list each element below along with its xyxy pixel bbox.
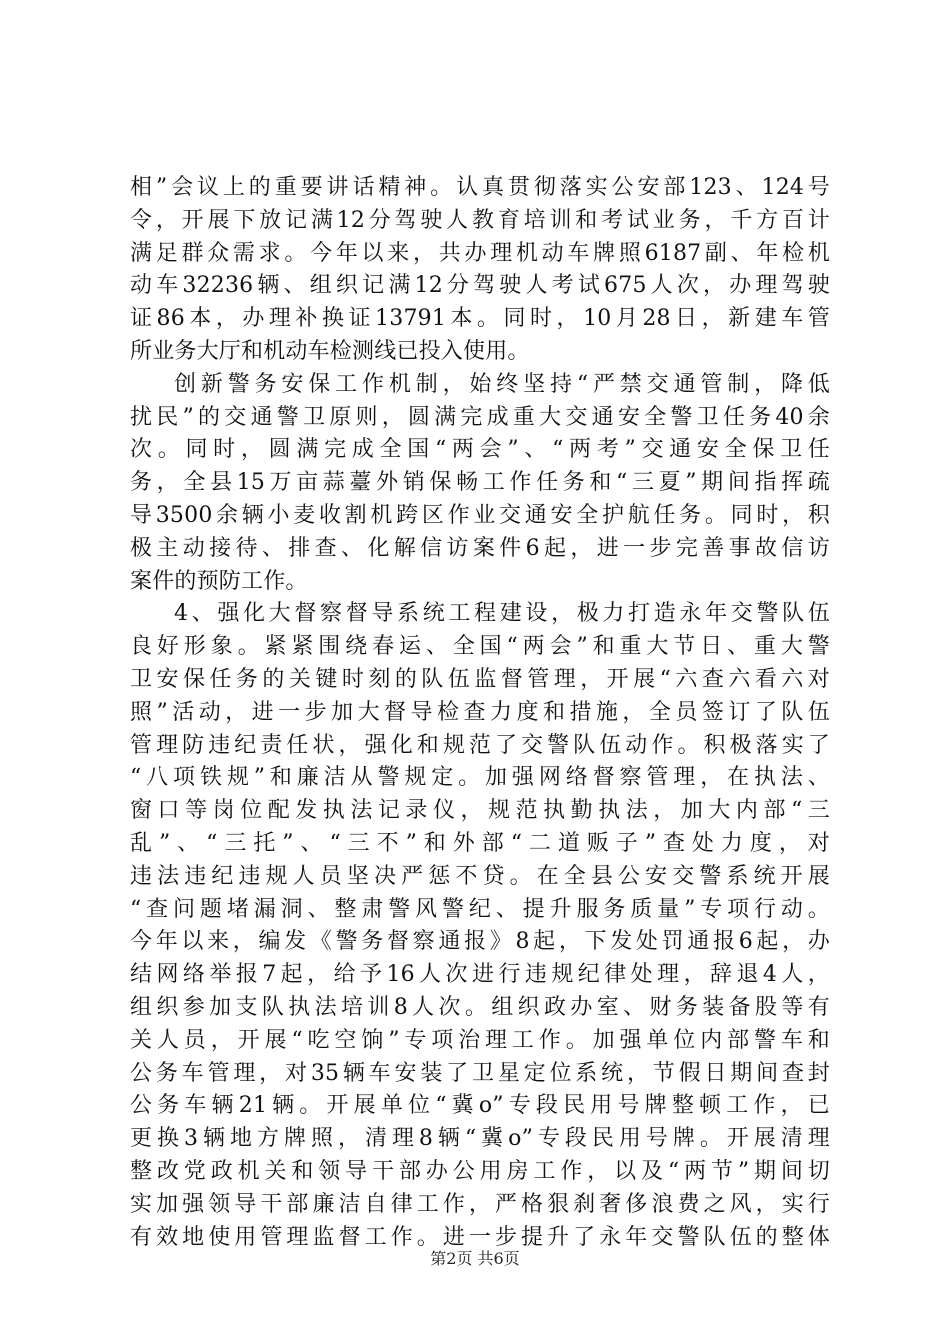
text-line: 有效地使用管理监督工作。进一步提升了永年交警队伍的整体: [130, 1224, 830, 1250]
text-line: 扰民”的交通警卫原则，圆满完成重大交通安全警卫任务40余: [130, 404, 830, 430]
text-line: 今年以来，编发《警务督察通报》8起，下发处罚通报6起，办: [130, 929, 830, 955]
text-line: 公务车管理，对35辆车安装了卫星定位系统，节假日期间查封: [130, 1060, 830, 1086]
text-line: 案件的预防工作。: [130, 568, 308, 594]
text-line: 组织参加支队执法培训8人次。组织政办室、财务装备股等有: [130, 994, 830, 1020]
text-line: 相”会议上的重要讲话精神。认真贯彻落实公安部123、124号: [130, 175, 830, 200]
text-line: 证86本，办理补换证13791本。同时，10月28日，新建车管: [130, 306, 830, 332]
text-line: 关人员，开展“吃空饷”专项治理工作。加强单位内部警车和: [130, 1027, 830, 1053]
text-line: 整改党政机关和领导干部办公用房工作，以及“两节”期间切: [130, 1158, 830, 1184]
paragraph: [130, 369, 830, 599]
text-line: 导3500余辆小麦收割机跨区作业交通安全护航任务。同时，积: [130, 502, 830, 528]
text-line: “查问题堵漏洞、整肃警风警纪、提升服务质量”专项行动。: [130, 896, 830, 922]
text-line: 照”活动，进一步加大督导检查力度和措施，全员签订了队伍: [130, 699, 830, 725]
text-line: 次。同时，圆满完成全国“两会”、“两考”交通安全保卫任: [130, 437, 830, 463]
text-line: 极主动接待、排查、化解信访案件6起，进一步完善事故信访: [130, 535, 830, 561]
text-line: 务，全县15万亩蒜薹外销保畅工作任务和“三夏”期间指挥疏: [130, 470, 830, 496]
text-line: 良好形象。紧紧围绕春运、全国“两会”和重大节日、重大警: [130, 634, 830, 660]
text-line: 结网络举报7起，给予16人次进行违规纪律处理，辞退4人，: [130, 962, 830, 988]
text-line: 乱”、“三托”、“三不”和外部“二道贩子”查处力度，对: [130, 830, 830, 856]
document-body: [130, 172, 830, 1254]
text-line: 卫安保任务的关键时刻的队伍监督管理，开展“六查六看六对: [130, 666, 830, 692]
text-line: 管理防违纪责任状，强化和规范了交警队伍动作。积极落实了: [130, 732, 830, 758]
text-line: 动车32236辆、组织记满12分驾驶人考试675人次，办理驾驶: [130, 273, 830, 299]
text-line: 创新警务安保工作机制，始终坚持“严禁交通管制，降低: [174, 371, 830, 397]
text-line: 窗口等岗位配发执法记录仪，规范执勤执法，加大内部“三: [130, 798, 830, 824]
text-line: 公务车辆21辆。开展单位“冀o”专段民用号牌整顿工作，已: [130, 1093, 830, 1119]
text-line: 实加强领导干部廉洁自律工作，严格狠刹奢侈浪费之风，实行: [130, 1191, 830, 1217]
text-line: 违法违纪违规人员坚决严惩不贷。在全县公安交警系统开展: [130, 863, 830, 889]
text-line: 所业务大厅和机动车检测线已投入使用。: [130, 338, 530, 364]
text-line: 令，开展下放记满12分驾驶人教育培训和考试业务，千方百计: [130, 207, 830, 233]
page-footer: 第2页 共6页: [430, 1249, 520, 1268]
text-line: 满足群众需求。今年以来，共办理机动车牌照6187副、年检机: [130, 240, 830, 266]
text-line: 更换3辆地方牌照，清理8辆“冀o”专段民用号牌。开展清理: [130, 1126, 830, 1152]
paragraph: [130, 598, 830, 1254]
paragraph: [130, 172, 830, 369]
text-line: “八项铁规”和廉洁从警规定。加强网络督察管理，在执法、: [130, 765, 830, 791]
text-line: 4、强化大督察督导系统工程建设，极力打造永年交警队伍: [174, 601, 830, 627]
